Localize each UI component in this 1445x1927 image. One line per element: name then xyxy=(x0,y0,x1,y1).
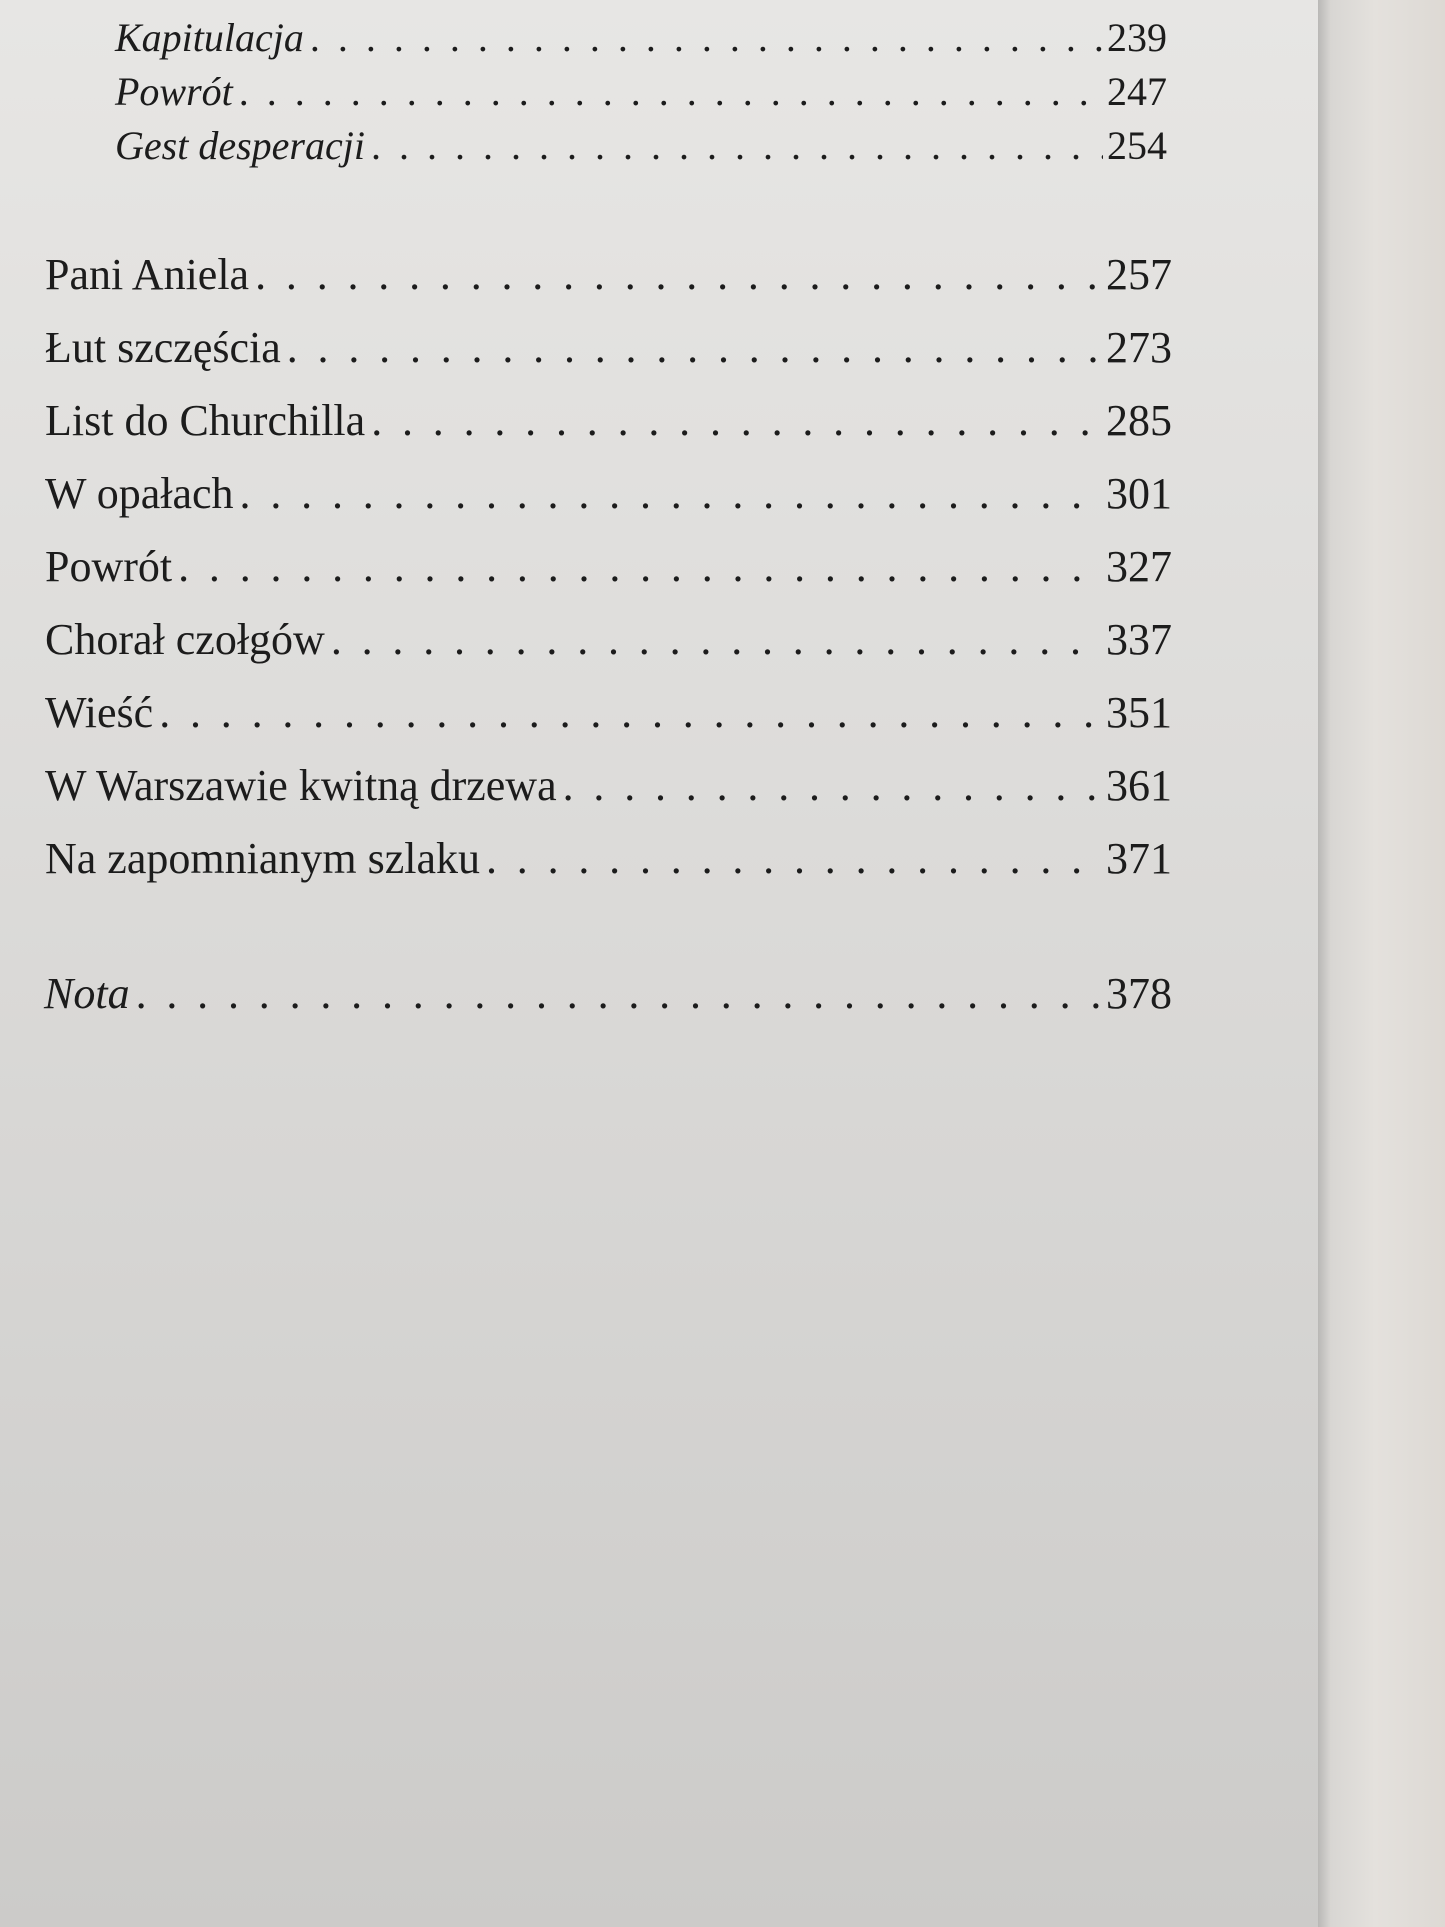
dot-leader xyxy=(365,395,1102,446)
toc-entry-title: List do Churchilla xyxy=(45,396,366,445)
dot-leader xyxy=(233,68,1103,115)
dot-leader xyxy=(557,760,1102,811)
toc-entry-title: Na zapomnianym szlaku xyxy=(45,834,480,883)
dot-leader xyxy=(153,687,1102,738)
toc-chapter-entry xyxy=(45,614,1172,665)
toc-entry-title: Powrót xyxy=(115,69,233,114)
toc-subsection-entry xyxy=(115,68,1167,115)
toc-chapter-entry xyxy=(45,468,1172,519)
toc-entry-page: 361 xyxy=(1106,761,1172,810)
dot-leader xyxy=(281,322,1102,373)
toc-subsection-entry xyxy=(115,14,1167,61)
toc-subsection-entry xyxy=(115,122,1167,169)
toc-entry-page: 301 xyxy=(1106,469,1172,518)
dot-leader xyxy=(325,614,1102,665)
dot-leader xyxy=(480,833,1102,884)
toc-entry-title: Gest desperacji xyxy=(115,123,365,168)
toc-entry-title: Kapitulacja xyxy=(115,15,304,60)
toc-entry-page: 371 xyxy=(1106,834,1172,883)
toc-chapter-entry xyxy=(45,395,1172,446)
toc-entry-title: Łut szczęścia xyxy=(45,323,281,372)
toc-chapter-entry xyxy=(45,249,1172,300)
toc-entry-title: Wieść xyxy=(45,688,154,737)
dot-leader xyxy=(172,541,1102,592)
toc-entry-title: W opałach xyxy=(45,469,234,518)
dot-leader xyxy=(304,14,1103,61)
toc-entry-title: Chorał czołgów xyxy=(45,615,325,664)
toc-entry-page: 378 xyxy=(1106,969,1172,1018)
toc-entry-page: 239 xyxy=(1107,15,1167,60)
dot-leader xyxy=(249,249,1102,300)
toc-entry-title: Nota xyxy=(44,969,130,1018)
toc-note-entry xyxy=(44,968,1172,1019)
toc-entry-title: Pani Aniela xyxy=(45,250,250,299)
toc-entry-title: W Warszawie kwitną drzewa xyxy=(45,761,557,810)
toc-entry-page: 247 xyxy=(1107,69,1167,114)
toc-chapter-entry xyxy=(45,322,1172,373)
toc-entry-page: 254 xyxy=(1107,123,1167,168)
adjacent-page-edge xyxy=(1318,0,1445,1927)
dot-leader xyxy=(130,968,1102,1019)
toc-entry-title: Powrót xyxy=(45,542,173,591)
dot-leader xyxy=(234,468,1102,519)
toc-entry-page: 285 xyxy=(1106,396,1172,445)
toc-chapter-entry xyxy=(45,760,1172,811)
dot-leader xyxy=(365,122,1103,169)
toc-entry-page: 337 xyxy=(1106,615,1172,664)
toc-entry-page: 273 xyxy=(1106,323,1172,372)
toc-chapter-entry xyxy=(45,541,1172,592)
toc-entry-page: 257 xyxy=(1106,250,1172,299)
toc-entry-page: 327 xyxy=(1106,542,1172,591)
toc-chapter-entry xyxy=(45,833,1172,884)
toc-entry-page: 351 xyxy=(1106,688,1172,737)
toc-chapter-entry xyxy=(45,687,1172,738)
